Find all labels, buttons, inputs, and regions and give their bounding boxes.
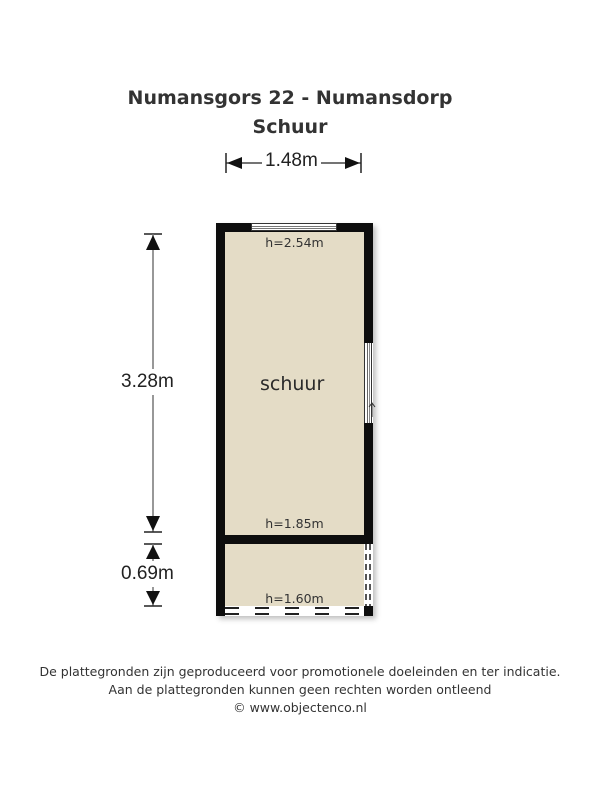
length-lower-dimension-label: 0.69m [121,561,174,587]
plan-floor-title: Schuur [252,116,328,138]
copyright-line: © www.objectenco.nl [233,700,367,715]
room-floor [224,231,365,608]
plan-address-title: Numansgors 22 - Numansdorp [127,87,453,109]
room-name-schuur: schuur [260,373,325,395]
wall-divider [216,535,373,544]
door-swing-arrow-icon [367,399,377,419]
width-dimension-label: 1.48m [262,150,321,172]
wall-right-upper [364,223,373,343]
ceiling-height-top: h=2.54m [265,235,324,250]
ceiling-height-lower: h=1.60m [265,591,324,606]
disclaimer-line-2: Aan de plattegronden kunnen geen rechten worden ontleend [108,682,492,697]
floor-plan [216,223,373,616]
disclaimer-line-1: De plattegronden zijn geproduceerd voor promotionele doeleinden en ter indicatie. [39,664,561,679]
length-main-dimension-label: 3.28m [121,369,174,395]
wall-left [216,223,225,616]
length-dimension-arrows [138,228,168,612]
corner-post [364,606,373,616]
ceiling-height-main-bottom: h=1.85m [265,516,324,531]
open-side-bottom [225,606,364,616]
window-top [251,223,337,231]
wall-right-lower [364,423,373,543]
